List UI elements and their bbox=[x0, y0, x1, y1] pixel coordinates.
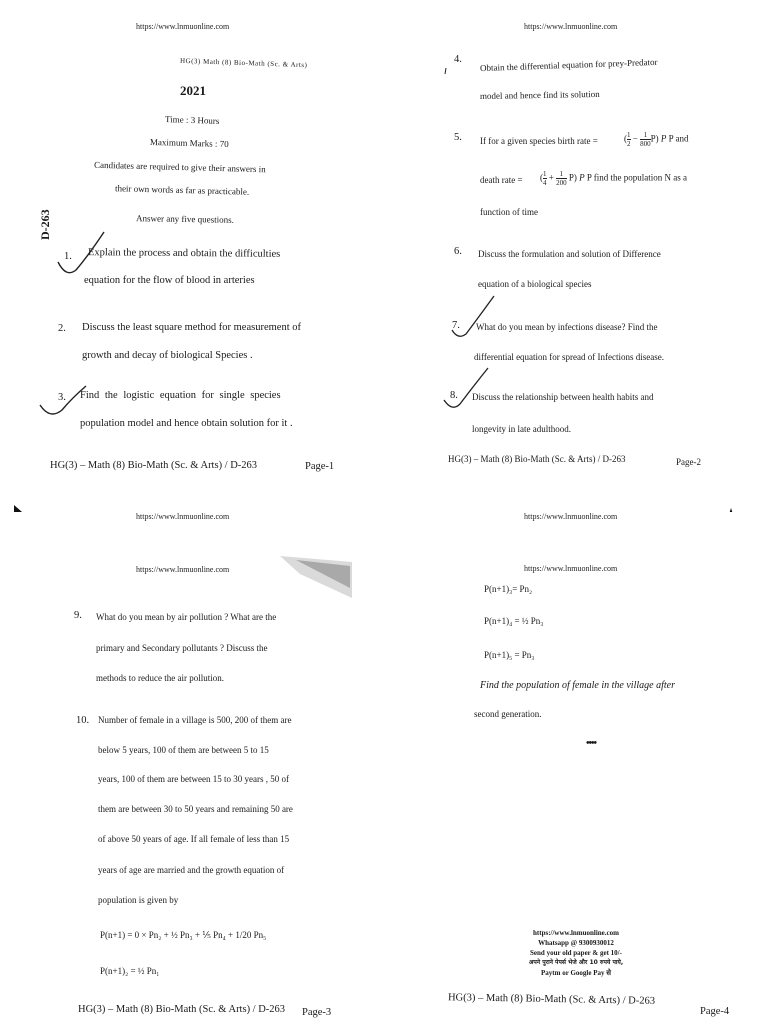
growth-equation: P(n+1)₂ = ½ Pn₁ bbox=[100, 966, 160, 976]
question-line: population is given by bbox=[98, 895, 179, 905]
promo-line: https://www.lnmuonline.com bbox=[533, 929, 619, 937]
question-line: primary and Secondary pollutants ? Discuss the bbox=[96, 643, 268, 653]
question-line: growth and decay of biological Species . bbox=[82, 350, 253, 361]
question-line: Number of female in a village is 500, 200 of them are bbox=[98, 715, 292, 725]
site-url: https://www.lnmuonline.com bbox=[136, 22, 230, 31]
max-marks: Maximum Marks : 70 bbox=[149, 136, 229, 150]
page-2 bbox=[384, 0, 768, 512]
growth-equation: P(n+1) = 0 × Pn₂ + ½ Pn₃ + ⅕ Pn₄ + 1/20 Pn₅ bbox=[100, 930, 267, 940]
question-line: death rate = bbox=[480, 175, 523, 185]
exam-year: 2021 bbox=[180, 83, 206, 98]
question-number: 8. bbox=[450, 390, 458, 401]
site-url: https://www.lnmuonline.com bbox=[524, 22, 618, 31]
death-rate-formula: ( $\frac{1}{4}$ + $\frac{1}{200}$ P) P P find the population N as a bbox=[540, 170, 687, 187]
answer-any-five: Answer any five questions. bbox=[135, 213, 235, 225]
page-4 bbox=[384, 512, 768, 1024]
question-number: 1. bbox=[64, 251, 72, 262]
page-number: Page-2 bbox=[676, 457, 701, 467]
question-number: 9. bbox=[74, 610, 82, 621]
footer-code: HG(3) – Math (8) Bio-Math (Sc. & Arts) / D-263 bbox=[78, 1004, 286, 1015]
instruction-line-2: their own words as far as practicable. bbox=[114, 183, 250, 197]
paper-code: HG(3) Math (8) Bio-Math (Sc. & Arts) bbox=[179, 56, 308, 70]
find-population-line: Find the population of female in the village after bbox=[480, 680, 675, 691]
growth-equation: P(n+1)₄ = ½ Pn₃ bbox=[484, 616, 544, 626]
footer-code: HG(3) – Math (8) Bio-Math (Sc. & Arts) / D-263 bbox=[50, 460, 258, 471]
question-number: 5. bbox=[454, 132, 462, 143]
question-line: Discuss the least square method for measurement of bbox=[82, 322, 301, 333]
question-number: 3. bbox=[58, 392, 66, 403]
question-line: function of time bbox=[480, 207, 538, 217]
promo-line: Send your old paper & get 10/- bbox=[530, 949, 622, 957]
question-line: Find the logistic equation for single species bbox=[80, 390, 281, 401]
side-paper-code: D-263 bbox=[38, 209, 52, 240]
birth-rate-formula: ( $\frac{1}{2}$ − $\frac{1}{800}$ P) P P and bbox=[624, 131, 689, 148]
question-line: What do you mean by infections disease? Find the bbox=[476, 322, 658, 332]
growth-equation: P(n+1)₅ = Pn₃ bbox=[484, 650, 535, 660]
page-3 bbox=[0, 512, 384, 1024]
site-url: https://www.lnmuonline.com bbox=[524, 564, 618, 573]
tick-marks bbox=[0, 0, 384, 512]
promo-line: Whatsapp @ 9300930012 bbox=[538, 939, 614, 947]
question-line: model and hence find its solution bbox=[479, 88, 600, 102]
growth-equation: P(n+1)₃= Pn₂ bbox=[484, 584, 533, 594]
crop-mark bbox=[14, 505, 22, 512]
question-number: 2. bbox=[58, 323, 66, 334]
question-line: differential equation for spread of Infections disease. bbox=[474, 352, 665, 362]
question-line: years, 100 of them are between 15 to 30 years , 50 of bbox=[98, 774, 289, 784]
promo-block bbox=[384, 928, 768, 978]
question-line: below 5 years, 100 of them are between 5 to 15 bbox=[98, 745, 269, 755]
question-line: equation for the flow of blood in arteries bbox=[84, 275, 255, 286]
question-number: 4. bbox=[454, 54, 462, 65]
question-number: 7. bbox=[452, 320, 460, 331]
site-url: https://www.lnmuonline.com bbox=[524, 512, 618, 521]
find-population-line: second generation. bbox=[474, 709, 542, 719]
page-number: Page-1 bbox=[305, 461, 335, 472]
promo-line: अपने पुराने पेपर्स भेजे और 10 रुपये पाये, bbox=[528, 959, 624, 966]
question-line: of above 50 years of age. If all female of less than 15 bbox=[98, 834, 290, 844]
question-line: them are between 30 to 50 years and remaining 50 are bbox=[98, 804, 293, 814]
page-number: Page-4 bbox=[700, 1006, 730, 1017]
end-marker: •••• bbox=[586, 738, 597, 749]
page-1 bbox=[0, 0, 384, 512]
question-number: 6. bbox=[454, 246, 462, 257]
question-number: 10. bbox=[76, 715, 90, 726]
footer-code: HG(3) – Math (8) Bio-Math (Sc. & Arts) / D-263 bbox=[447, 992, 656, 1007]
scan-smudge bbox=[0, 512, 384, 1024]
question-line: Discuss the formulation and solution of Difference bbox=[478, 249, 661, 259]
question-line: Explain the process and obtain the difficulties bbox=[87, 247, 281, 260]
site-url: https://www.lnmuonline.com bbox=[136, 512, 230, 521]
question-line: Obtain the differential equation for prey-Predator bbox=[479, 56, 658, 74]
promo-line: Paytm or Google Pay से bbox=[541, 969, 611, 977]
question-line: longevity in late adulthood. bbox=[472, 424, 571, 434]
question-line: equation of a biological species bbox=[478, 279, 592, 289]
question-line: What do you mean by air pollution ? What are the bbox=[96, 612, 277, 622]
question-line: Discuss the relationship between health habits and bbox=[472, 392, 654, 402]
tick-marks bbox=[384, 0, 768, 512]
question-line: methods to reduce the air pollution. bbox=[96, 673, 224, 683]
question-line: If for a given species birth rate = bbox=[480, 136, 598, 146]
instruction-line-1: Candidates are required to give their answers in bbox=[93, 159, 266, 175]
site-url: https://www.lnmuonline.com bbox=[136, 565, 230, 574]
page-number: Page-3 bbox=[302, 1007, 332, 1018]
exam-time: Time : 3 Hours bbox=[164, 114, 220, 126]
question-line: years of age are married and the growth equation of bbox=[98, 865, 285, 875]
footer-code: HG(3) – Math (8) Bio-Math (Sc. & Arts) / D-263 bbox=[448, 454, 626, 464]
question-line: population model and hence obtain solution for it . bbox=[80, 418, 293, 429]
